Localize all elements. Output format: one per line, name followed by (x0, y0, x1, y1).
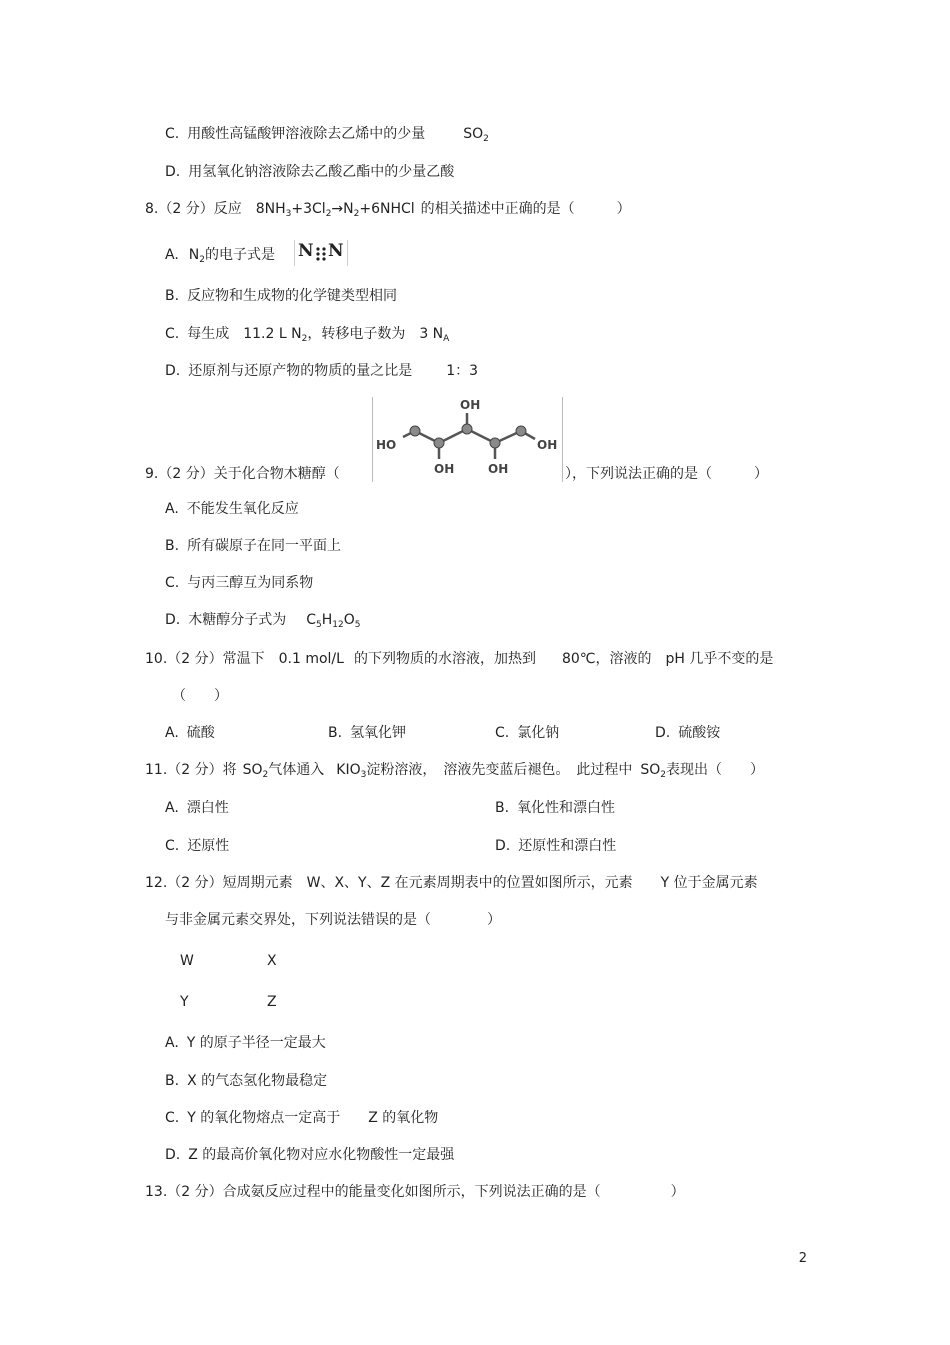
q11-option-b: B. 氧化性和漂白性 (495, 800, 616, 816)
q10-paren: （ ） (172, 688, 228, 704)
q13-stem: 13.（2 分）合成氨反应过程中的能量变化如图所示，下列说法正确的是（ ） (145, 1184, 685, 1200)
q10-option-c: C. 氯化钠 (495, 725, 560, 741)
q11-option-d: D. 还原性和漂白性 (495, 838, 617, 854)
n2-lewis-structure: N N (294, 240, 348, 266)
q8-option-a: A. $N_2$的电子式是 (165, 247, 275, 265)
q12-option-a: A. Y 的原子半径一定最大 (165, 1035, 326, 1051)
q9-stem-end: ），下列说法正确的是（ ） (565, 466, 768, 482)
q8-stem: 8.（2 分）反应 $8NH_3+3Cl_2\to N_2+6NHCl$ 的相关描述中正确的是（ ） (145, 201, 631, 219)
q11-option-c: C. 还原性 (165, 838, 230, 854)
q10-option-d: D. 硫酸铵 (655, 725, 721, 741)
triple-bond-dots-icon (315, 246, 327, 262)
q11-option-a: A. 漂白性 (165, 800, 229, 816)
q7-option-d: D. 用氢氧化钠溶液除去乙酸乙酯中的少量乙酸 (165, 164, 455, 180)
q12-stem-line2: 与非金属元素交界处，下列说法错误的是（ ） (165, 912, 501, 928)
q12-option-b: B. X 的气态氢化物最稳定 (165, 1073, 328, 1089)
q8-option-b: B. 反应物和生成物的化学键类型相同 (165, 288, 398, 304)
q11-stem: 11.（2 分）将 $SO_2$气体通入 $KIO_3$淀粉溶液， 溶液先变蓝后褪色。 此过程中 $SO_2$表现出（ ） (145, 762, 764, 780)
periodic-cell-w: W (180, 953, 194, 969)
periodic-cell-z: Z (267, 994, 277, 1010)
periodic-cell-y: Y (180, 994, 189, 1010)
q7-option-c: C. 用酸性高锰酸钾溶液除去乙烯中的少量 $SO_2$ (165, 126, 489, 144)
q8-option-d: D. 还原剂与还原产物的物质的量之比是 1：3 (165, 363, 479, 379)
q9-option-b: B. 所有碳原子在同一平面上 (165, 538, 342, 554)
xylitol-structure (372, 397, 563, 482)
q9-stem-start: 9.（2 分）关于化合物木糖醇（ (145, 466, 340, 482)
q12-option-d: D. Z 的最高价氧化物对应水化物酸性一定最强 (165, 1147, 455, 1163)
ho-left-label: HO (376, 438, 397, 452)
oh-bottom-label: OH (434, 462, 455, 476)
oh-bottom-label: OH (488, 462, 509, 476)
q9-option-a: A. 不能发生氧化反应 (165, 501, 299, 517)
q9-option-c: C. 与丙三醇互为同系物 (165, 575, 314, 591)
q10-option-a: A. 硫酸 (165, 725, 215, 741)
q12-stem-line1: 12.（2 分）短周期元素 W、X、Y、Z 在元素周期表中的位置如图所示，元素 Y 位于金属元素 (145, 875, 758, 891)
page-number: 2 (798, 1251, 807, 1266)
q12-option-c: C. Y 的氧化物熔点一定高于 Z 的氧化物 (165, 1110, 439, 1126)
oh-top-label: OH (460, 398, 481, 412)
q8-option-c: C. 每生成 11.2 L $N_2$，转移电子数为 3 $N_A$ (165, 326, 450, 344)
q10-option-b: B. 氢氧化钾 (328, 725, 407, 741)
oh-right-label: OH (537, 438, 558, 452)
q10-stem: 10.（2 分）常温下 0.1 mol/L 的下列物质的水溶液，加热到 80℃，溶液的 pH 几乎不变的是 (145, 651, 774, 667)
periodic-cell-x: X (267, 953, 277, 969)
q9-option-d: D. 木糖醇分子式为 $C_5H_{12}O_5$ (165, 612, 361, 630)
